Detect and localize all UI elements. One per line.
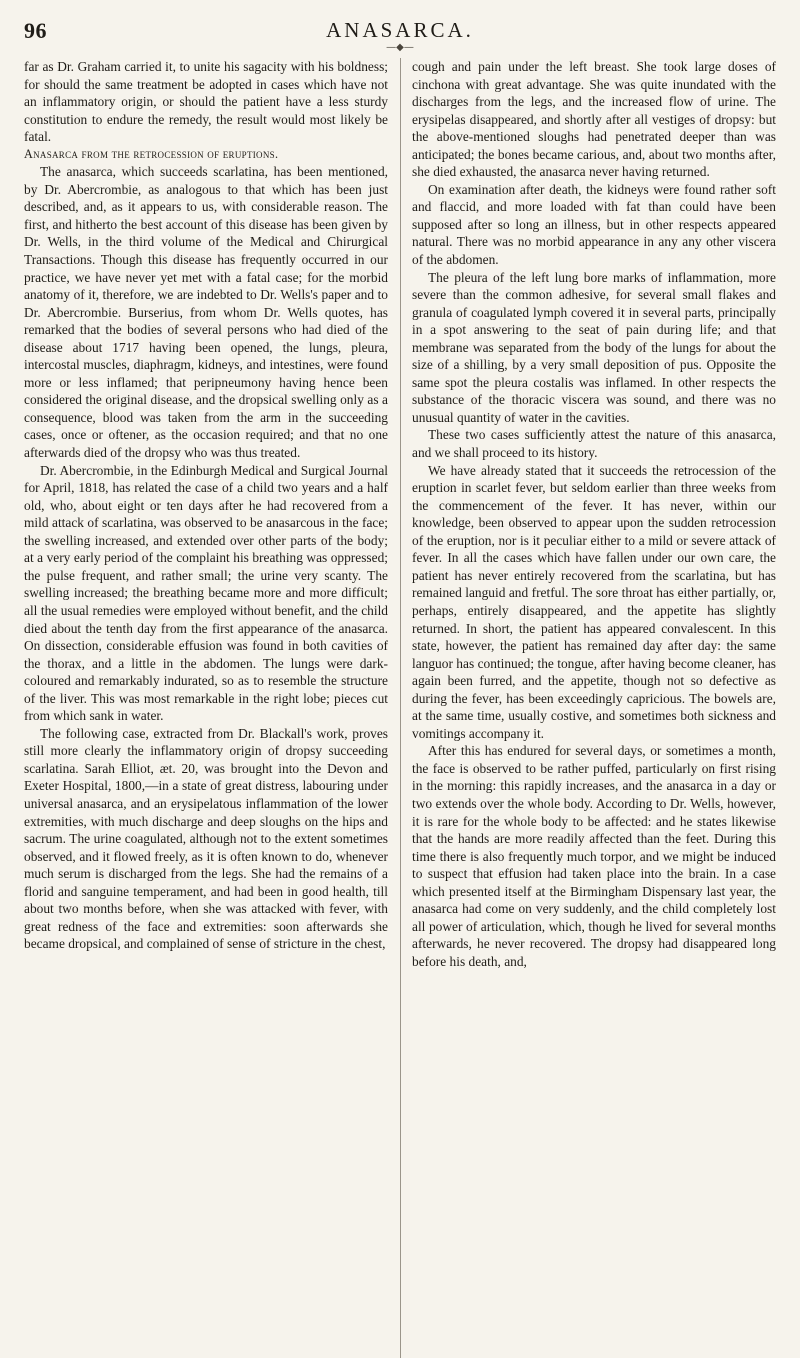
page-number: 96 — [24, 18, 47, 43]
paragraph: The pleura of the left lung bore marks of inflammation, more severe than the common adhesive, for several small flakes and granula of coagulated lymph covered it in several parts, principally in a spot answering to the seat of pain during life; and that membrane was separated from the body of the lungs for about the size of a shilling, by a very small deposition of pus. Opposite the same spot the pleura costalis was inflamed. In other respects the substance of the thoracic viscera was sound, and there was no unusual quantity of water in the cavities. — [412, 269, 776, 425]
left-column — [24, 58, 388, 1358]
column-divider — [400, 58, 401, 1358]
paragraph: After this has endured for several days, or sometimes a month, the face is observed to be rather puffed, particularly on first rising in the morning: this rapidly increases, and the anasarca in a day or two extends over the whole body. According to Dr. Wells, however, it is rare for the whole body to be affected: and he states likewise that the hands are more readily affected than the feet. During this time there is also frequently much torpor, and we might be induced to suspect that effusion had taken place into the brain. In a case which presented itself at the Birmingham Dispensary last year, the anasarca had come on very suddenly, and the child completely lost all power of articulation, which, though he lived for several months afterwards, he never recovered. The dropsy had disappeared long before his death, and, — [412, 743, 776, 969]
paragraph: We have already stated that it succeeds the retrocession of the eruption in scarlet fever, but seldom earlier than three weeks from the commencement of the fever. It has never, within our knowledge, been observed to appear upon the sudden retrocession of the eruption, nor is it peculiar either to a mild or severe attack of fever. In all the cases which have fallen under our own care, the patient has never entirely recovered from the scarlatina, but has remained languid and fretful. The sore throat has either partially, or, perhaps, entirely disappeared, and the appetite has slightly returned. In short, the patient has appeared convalescent. In this state, however, the patient has remained day after day: the same languor has continued; the tongue, after having become cleaner, has again been furred, and the appetite, though not so defective as during the fever, has been exceedingly capricious. The bowels are, at the same time, usually costive, and sometimes both sickness and vomitings accompany it. — [412, 462, 776, 741]
header-ornament: —◆— — [386, 42, 414, 53]
section-subheading: Anasarca from the retrocession of eruptions. — [24, 146, 279, 161]
paragraph: cough and pain under the left breast. She took large doses of cinchona with great advantage. She was quite inundated with the discharges from the legs, and the increased flow of urine. The erysipelas disappeared, and shortly after all vestiges of dropsy: but the above-mentioned sloughs had penetrated deeper than was anticipated; the bones became carious, and, about two months after, she died exhausted, the anasarca never having returned. — [412, 59, 776, 180]
page-header — [24, 18, 776, 44]
running-head: ANASARCA. — [326, 18, 474, 42]
paragraph: Dr. Abercrombie, in the Edinburgh Medical and Surgical Journal for April, 1818, has related the case of a child two years and a half old, who, about eight or ten days after he had recovered from a mild attack of scarlatina, was observed to be anasarcous in the face; the swelling increased, and extended over other parts of the body; at a very early period of the complaint his breathing was oppressed; the pulse frequent, and rather small; the urine very scanty. The swelling increased; the breathing became more and more difficult; all the usual remedies were employed without benefit, and the child died about the tenth day from the first appearance of the anasarca. On dissection, considerable effusion was found in both cavities of the thorax, and a little in the abdomen. The lungs were dark-coloured and remarkably indurated, so as to resemble the structure of the liver. This was most remarkable in the right lobe; pieces cut from which sank in water. — [24, 462, 388, 724]
right-column — [412, 58, 776, 1358]
text-columns — [24, 58, 776, 1358]
paragraph: far as Dr. Graham carried it, to unite his sagacity with his boldness; for should the same treatment be adopted in cases which have not an inflammatory origin, or should the patient have a less sturdy constitution to endure the remedy, the result would most likely be fatal. — [24, 59, 388, 145]
paragraph: On examination after death, the kidneys were found rather soft and flaccid, and more loaded with fat than could have been supposed after so long an illness, but in other respects appeared natural. There was no morbid appearance in any any other viscera of the abdomen. — [412, 181, 776, 268]
paragraph: These two cases sufficiently attest the nature of this anasarca, and we shall proceed to its history. — [412, 427, 776, 461]
paragraph: The anasarca, which succeeds scarlatina, has been mentioned, by Dr. Abercrombie, as analogous to that which has been just described, and, as it appears to us, with considerable reason. The first, and hitherto the best account of this disease has been given by Dr. Wells, in the third volume of the Medical and Chirurgical Transactions. Though this disease has frequently occurred in our practice, we have never yet met with a fatal case; for the morbid anatomy of it, therefore, we are indebted to Dr. Wells's paper and to Dr. Abercrombie. Burserius, from whom Dr. Wells quotes, has remarked that the bodies of several persons who had died of the disease about 1717 having been opened, the lungs, pleura, intercostal muscles, diaphragm, kidneys, and intestines, were found more or less inflamed; that peripneumony having hence been considered the original disease, and the dropsical swelling only as a consequence, blood was taken from the arm in the succeeding cases, once or oftener, as the occasion required; and that no one afterwards died of the dropsy who was thus treated. — [24, 164, 388, 461]
paragraph: The following case, extracted from Dr. Blackall's work, proves still more clearly the inflammatory origin of dropsy succeeding scarlatina. Sarah Elliot, æt. 20, was brought into the Devon and Exeter Hospital, 1800,—in a state of great distress, labouring under universal anasarca, and an erysipelatous inflammation of the lower extremities, with much discharge and deep sloughs on the hips and sacrum. The urine coagulated, although not to the extent sometimes observed, and it flowed freely, as it is often known to do, whenever much serum is discharged from the legs. She had the remains of a florid and sanguine temperament, and had been in good health, till about two months before, when she was attacked with fever, with great redness of the face and extremities: soon afterwards she became dropsical, and complained of sense of stricture in the chest, — [24, 725, 388, 952]
